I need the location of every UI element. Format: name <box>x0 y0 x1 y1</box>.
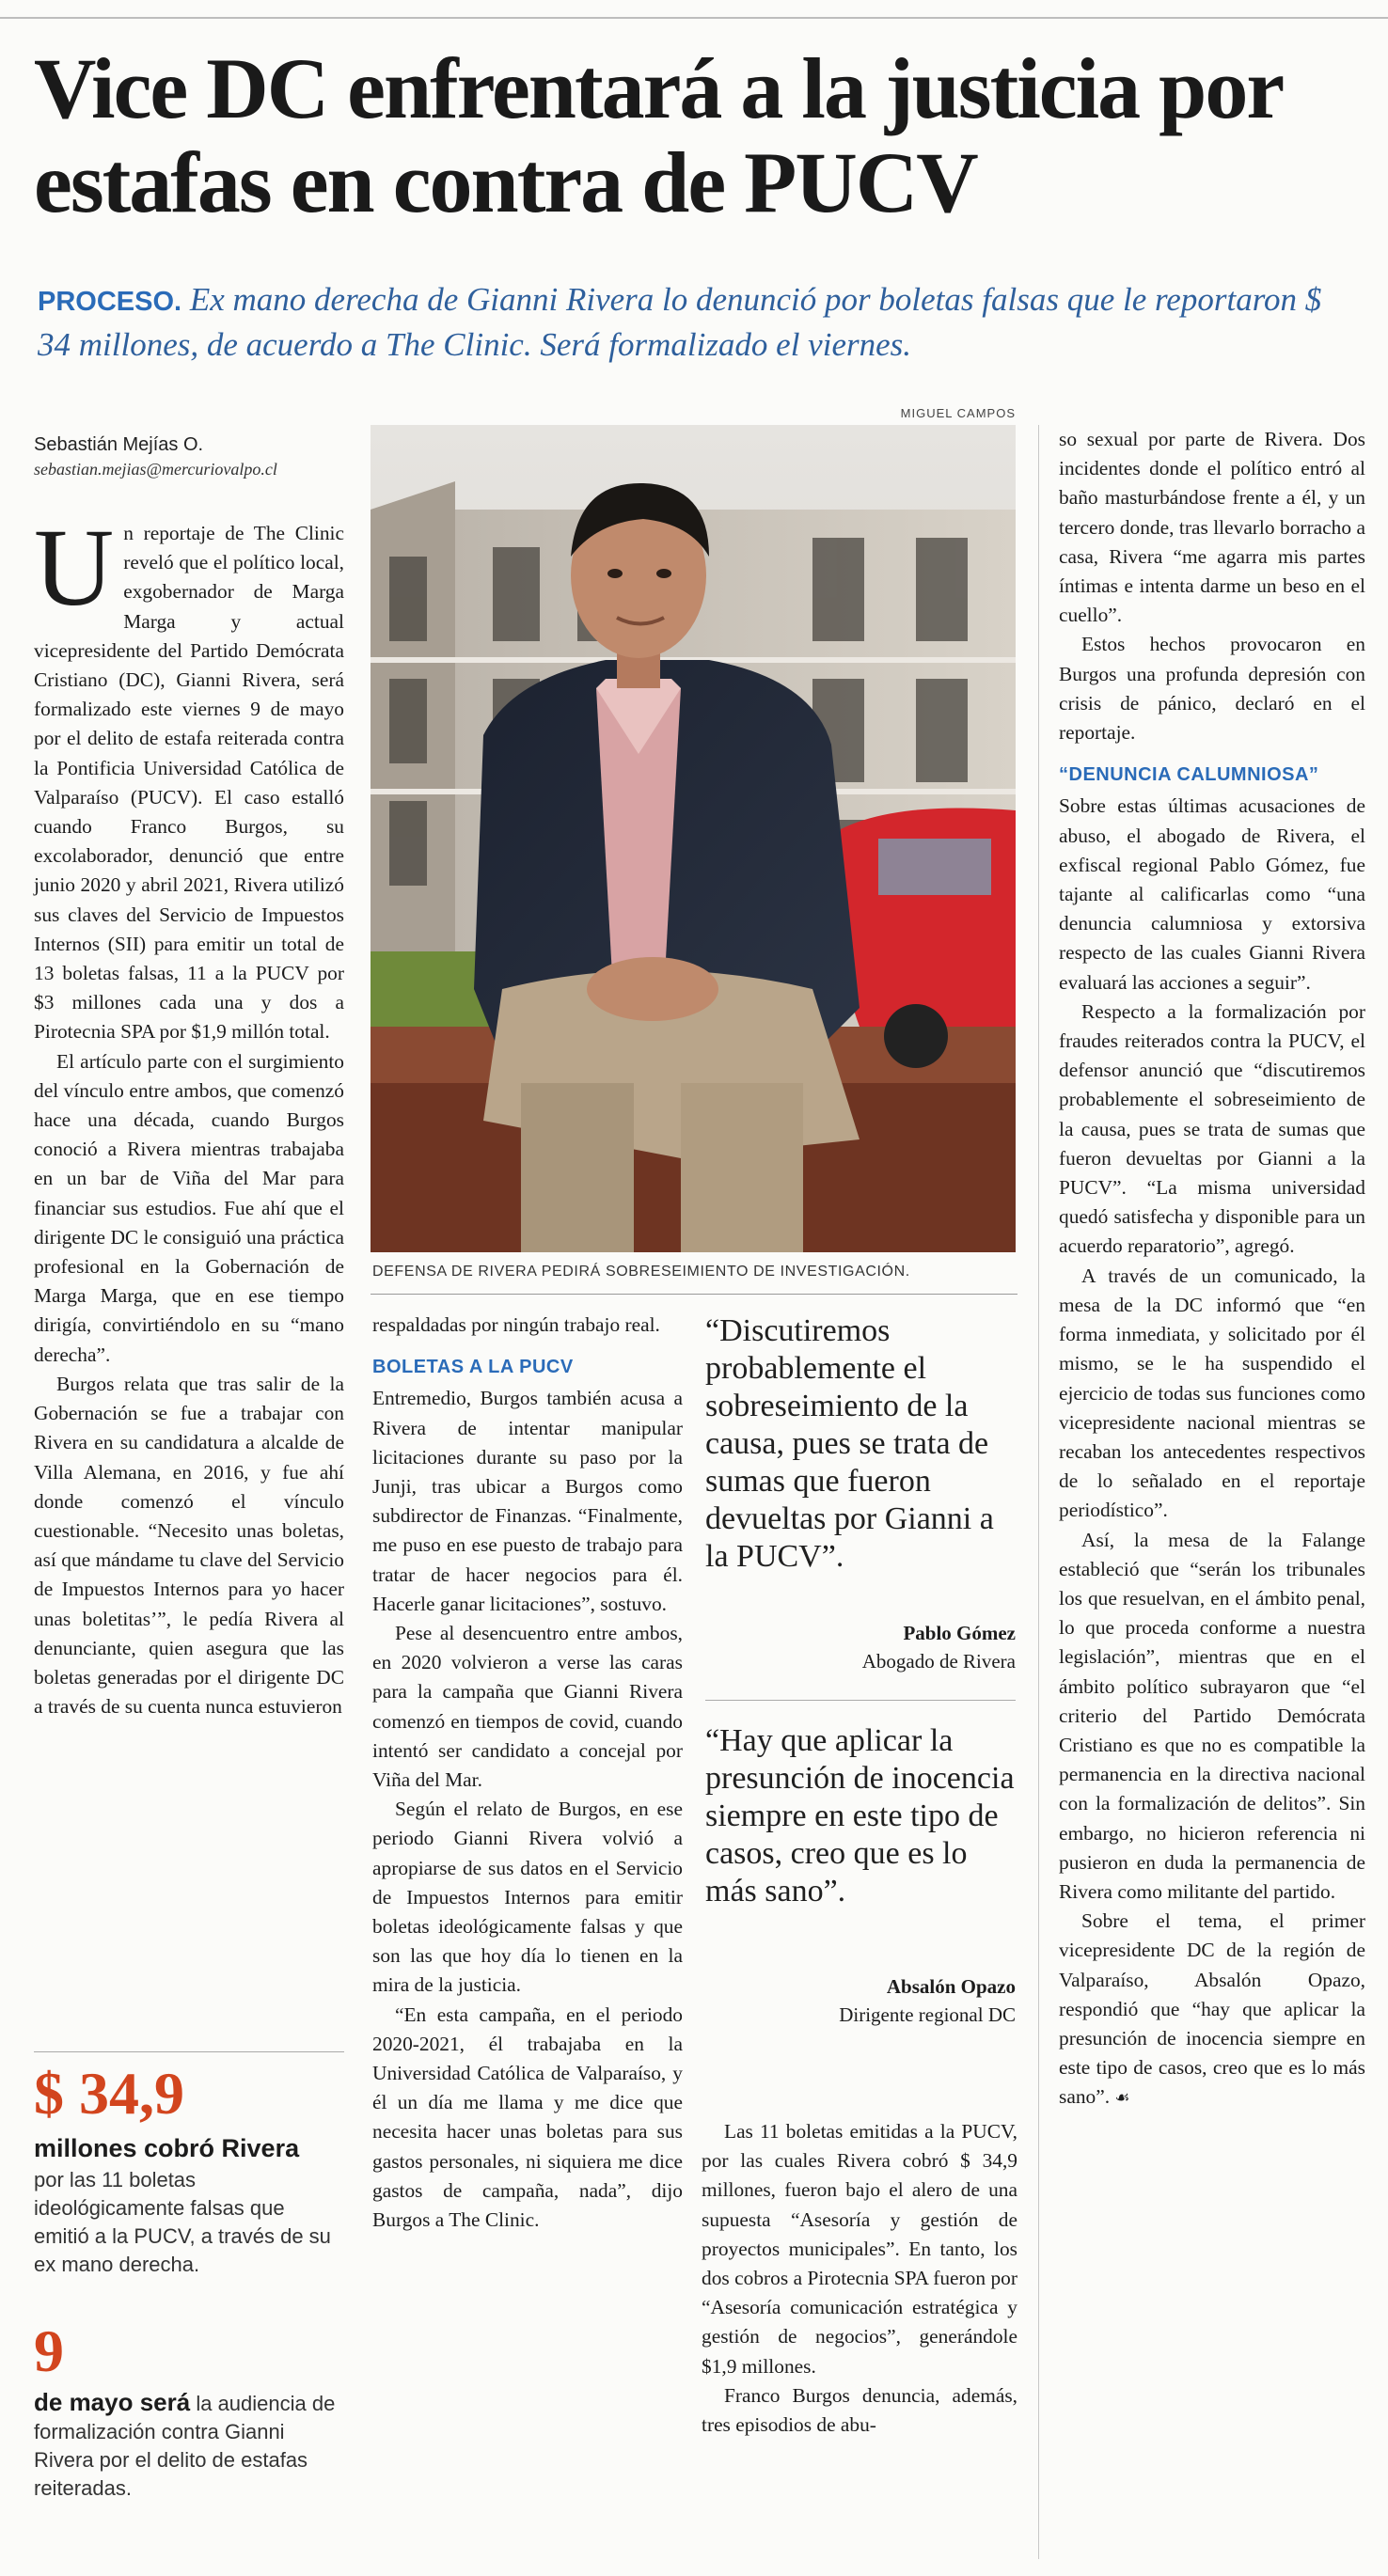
col2-paragraph-1: respaldadas por ningún trabajo real. <box>372 1313 660 1336</box>
end-mark-icon: ☙ <box>1114 2088 1130 2109</box>
stat-1-headline: millones cobró Rivera <box>34 2134 300 2162</box>
col2-paragraph-2: Entremedio, Burgos también acusa a Rivera de intentar manipular licitaciones durante su paso por la Junji, tras ubicar a Burgos como subdirector de Finanzas. “Finalmente, me puso en ese puesto de trabajo para tratar de hacer negocios para él. Hacerle ganar licitaciones”, sostuvo. <box>372 1387 683 1615</box>
photo-caption: DEFENSA DE RIVERA PEDIRÁ SOBRESEIMIENTO DE INVESTIGACIÓN. <box>372 1264 910 1280</box>
col1-paragraph-3: Burgos relata que tras salir de la Gobernación se fue a trabajar con Rivera en su candidatura a alcalde de Villa Alemana, en 2016, y fue ahí donde comenzó el vínculo cuestionable. “Necesito unas boletas, así que mándame tu clave del Servicio de Impuestos Internos para yo hacer unas boletitas’”, le pedía Rivera al denunciante, quien asegura que las boletas generadas por el dirigente DC a través de su cuenta nunca estuvieron <box>34 1372 344 1719</box>
subhead-denuncia: “DENUNCIA CALUMNIOSA” <box>1059 764 1319 786</box>
photo-credit: MIGUEL CAMPOS <box>900 406 1016 420</box>
col4-paragraph-5: A través de un comunicado, la mesa de la DC informó que “en forma inmediata, y solicitado por él mismo, se le ha suspendido el ejercicio de todas sus funciones como vicepresidente nacional mientras se recaban los antecedentes respectivos de lo señalado en el reportaje periodístico”. <box>1059 1264 1365 1522</box>
pull-quote-2: “Hay que aplicar la presunción de inocencia siempre en este tipo de casos, creo que es lo más sano”. <box>705 1723 1015 1908</box>
subhead-boletas: BOLETAS A LA PUCV <box>372 1357 574 1378</box>
col4-paragraph-7: Sobre el tema, el primer vicepresidente DC de la región de Valparaíso, Absalón Opazo, respondió que “hay que aplicar la presunción de inocencia siempre en este tipo de casos, creo que es lo más sano”. ☙ <box>1059 1909 1365 2109</box>
column-divider <box>1038 425 1039 2559</box>
deck-kicker: PROCESO. <box>38 287 182 317</box>
col4-paragraph-3: Sobre estas últimas acusaciones de abuso, el abogado de Rivera, el exfiscal regional Pablo Gómez, fue tajante al calificarlas como “una denuncia calumniosa y extorsiva respecto de las cuales Gianni Rivera evaluará las acciones a seguir”. <box>1059 794 1365 994</box>
drop-cap: U <box>34 506 115 629</box>
top-rule <box>0 17 1388 19</box>
stat-rule-top <box>34 2051 344 2052</box>
quote-rule <box>705 1700 1016 1701</box>
column-3 <box>702 2117 1017 2440</box>
pull-quote-2-name: Absalón Opazo <box>886 1975 1016 1998</box>
col1-paragraph-2: El artículo parte con el surgimiento del vínculo entre ambos, que comenzó hace una década, cuando Burgos conoció a Rivera mientras trabajaba en un bar de Viña del Mar para financiar sus estudios. Fue ahí que el dirigente DC le consiguió una práctica profesional en la Gobernación de Marga Marga, que en ese tiempo dirigía, convirtiéndolo en su “mano derecha”. <box>34 1049 344 1366</box>
col2-paragraph-5: “En esta campaña, en el periodo 2020-2021, él trabajaba en la Universidad Católica de Valparaíso, y él un día me llama y me dice que necesita hacer unas boletas para sus gastos personales, ni siquiera me dice gastos de campaña, nada”, dijo Burgos a The Clinic. <box>372 2003 683 2232</box>
pull-quote-1: “Discutiremos probablemente el sobreseimiento de la causa, pues se trata de sumas que fueron devueltas por Gianni a la PUCV”. <box>705 1313 994 1574</box>
col1-paragraph-1: Un reportaje de The Clinic reveló que el político local, exgobernador de Marga Marga y actual vicepresidente del Partido Demócrata Cristiano (DC), Gianni Rivera, será formalizado este viernes 9 de mayo por el delito de estafa reiterada contra la Pontificia Universidad Católica de Valparaíso (PUCV). El caso estalló cuando Franco Burgos, su excolaborador, denunció que entre junio 2020 y abril 2021, Rivera utilizó sus claves del Servicio de Impuestos Internos (SII) para emitir un total de 13 boletas falsas, 11 a la PUCV por $3 millones cada una y dos a Pirotecnia SPA por $1,9 millón total. <box>34 506 344 1044</box>
col4-paragraph-6: Así, la mesa de la Falange estableció que “serán los tribunales los que resuelvan, en el ámbito penal, lo que proceda conforme a nuestra legislación”, mientras que en el ámbito político subrayaron que “el criterio del Partido Demócrata Cristiano es que no es compatible la permanencia en la directiva nacional con la formalización de delitos”. Sin embargo, no hicieron referencia ni pusieron en duda la permanencia de Rivera como militante del partido. <box>1059 1528 1365 1903</box>
column-2 <box>372 1311 683 2235</box>
pull-quote-2-role: Dirigente regional DC <box>839 2003 1016 2026</box>
caption-rule <box>371 1294 1017 1295</box>
byline-name: Sebastián Mejías O. <box>34 434 204 455</box>
pull-quote-1-name: Pablo Gómez <box>903 1622 1016 1644</box>
col4-paragraph-1: so sexual por parte de Rivera. Dos incidentes donde el político entró al baño masturbándose frente a él, y un tercero donde, tras llevarlo borracho a casa, Rivera “me agarra mis partes íntimas e intenta darme un beso en el cuello”. <box>1059 428 1365 627</box>
stat-1-number: $ 34,9 <box>34 2060 184 2127</box>
stat-2-body: de mayo será la audiencia de formalización contra Gianni Rivera por el delito de estafas reiteradas. <box>34 2388 336 2500</box>
pull-quote-1-role: Abogado de Rivera <box>861 1650 1016 1673</box>
col3-paragraph-2: Franco Burgos denuncia, además, tres episodios de abu- <box>702 2383 1017 2437</box>
deck <box>38 278 1354 366</box>
col2-paragraph-3: Pese al desencuentro entre ambos, en 2020 volvieron a verse las caras para la campaña que Gianni Rivera comenzó en tiempos de covid, cuando intentó ser candidato a concejal por Viña del Mar. <box>372 1622 683 1792</box>
stat-2-number: 9 <box>34 2317 64 2384</box>
col4-paragraph-4: Respecto a la formalización por fraudes reiterados contra la PUCV, el defensor anunció que “discutiremos probablemente el sobreseimiento de la causa, pues se trata de sumas que fueron devueltas por Gianni a la PUCV”. “La misma universidad quedó satisfecha y disponible para un acuerdo reparatorio”, agregó. <box>1059 999 1365 1258</box>
photo-illustration <box>371 425 1016 1252</box>
pull-quote-2-attribution <box>705 1972 1016 2029</box>
column-4 <box>1059 425 1365 2113</box>
pull-quote-1-attribution <box>705 1619 1016 1675</box>
stat-2-headline: de mayo será <box>34 2388 191 2416</box>
col4-paragraph-2: Estos hechos provocaron en Burgos una profunda depresión con crisis de pánico, declaró en el reportaje. <box>1059 633 1365 745</box>
col2-paragraph-4: Según el relato de Burgos, en ese periodo Gianni Rivera volvió a apropiarse de sus datos en el Servicio de Impuestos Internos para emitir boletas ideológicamente falsas y que son las que hoy día lo tienen en la mira de la justicia. <box>372 1798 683 1997</box>
col3-paragraph-1: Las 11 boletas emitidas a la PUCV, por las cuales Rivera cobró $ 34,9 millones, fueron bajo el alero de una supuesta “Asesoría y gestión de proyectos municipales”. En tanto, los dos cobros a Pirotecnia SPA fueron por “Asesoría comunicación estratégica y gestión de negocios”, generándole $1,9 millones. <box>702 2120 1017 2378</box>
column-1 <box>34 506 344 1721</box>
deck-text: Ex mano derecha de Gianni Rivera lo denunció por boletas falsas que le reportaron $ 34 millones, de acuerdo a The Clinic. Será formalizado el viernes. <box>38 281 1322 363</box>
byline <box>34 432 354 481</box>
stat-1-body: por las 11 boletas ideológicamente falsas que emitió a la PUCV, a través de su ex mano derecha. <box>34 2168 331 2276</box>
headline: Vice DC enfrentará a la justicia por estafas en contra de PUCV <box>34 40 1282 230</box>
article-photo <box>371 425 1016 1252</box>
byline-email: sebastian.mejias@mercuriovalpo.cl <box>34 460 277 479</box>
